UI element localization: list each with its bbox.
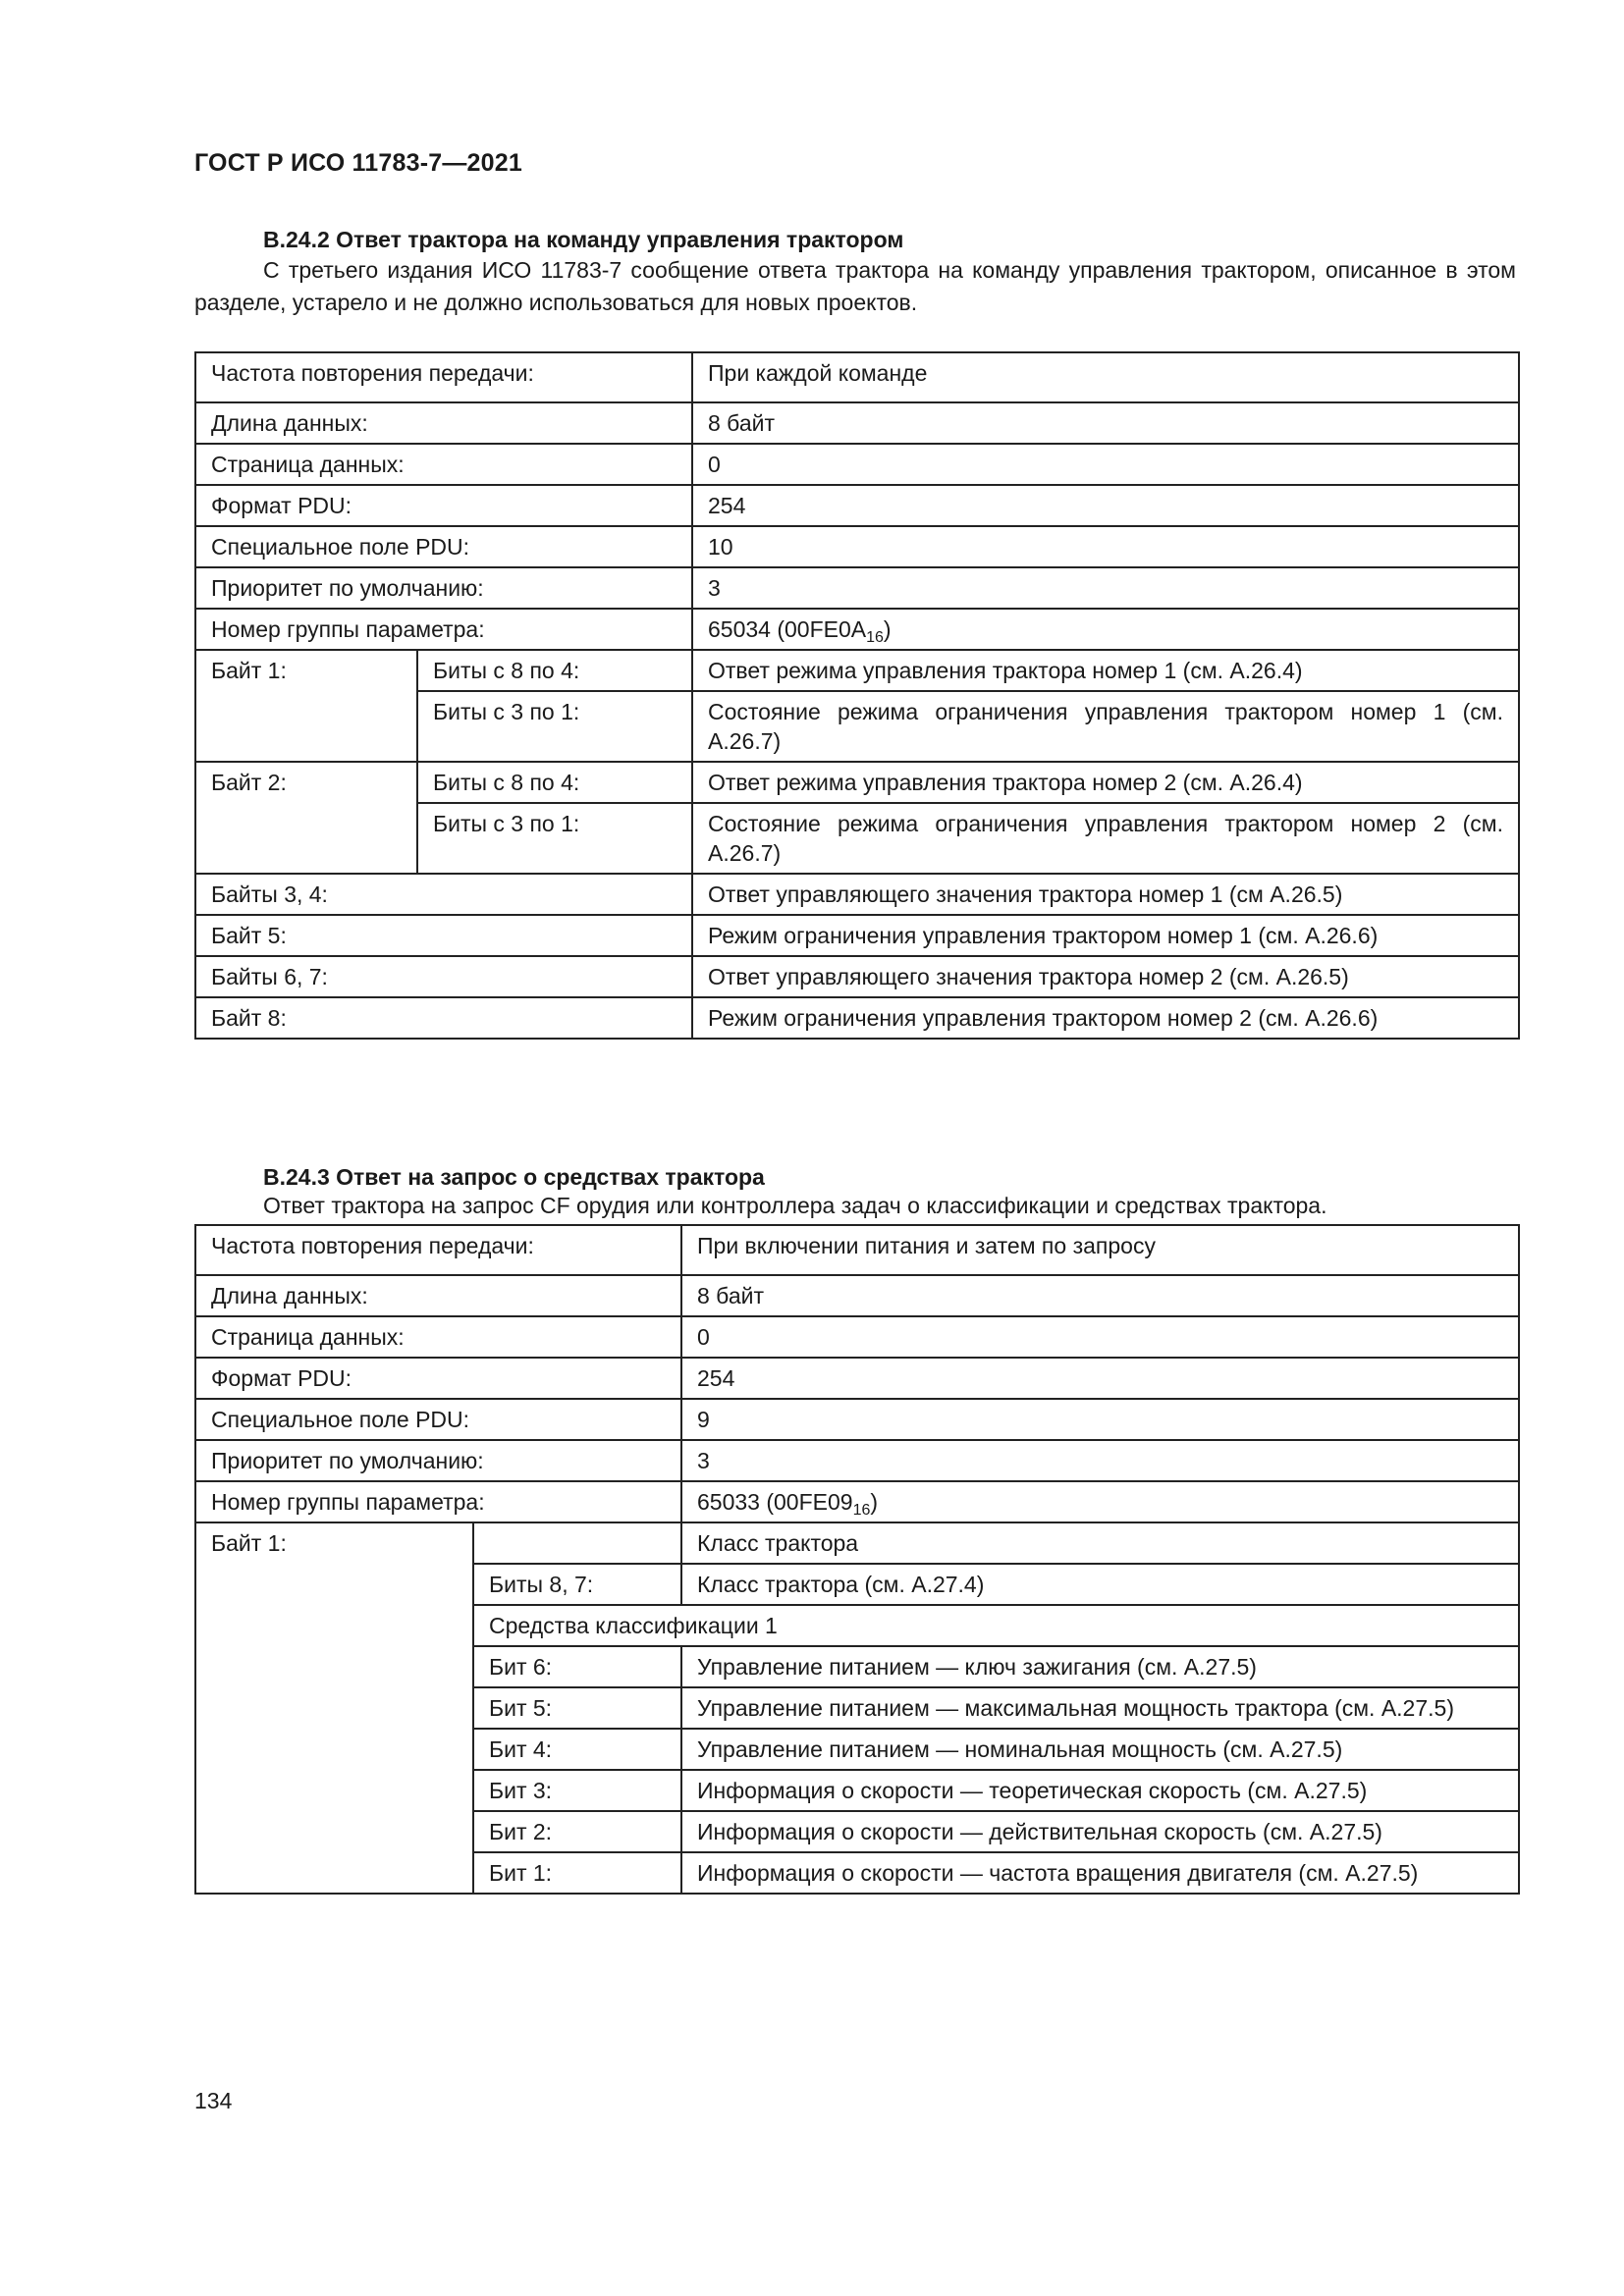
bit-label: Бит 5: <box>473 1687 681 1729</box>
table-row <box>195 1316 1519 1358</box>
empty-bits-cell <box>473 1522 681 1564</box>
row-value: При каждой команде <box>692 352 1519 402</box>
tractor-facilities-response-table <box>194 1224 1520 1895</box>
table-row <box>195 1399 1519 1440</box>
row-label: Специальное поле PDU: <box>195 1399 681 1440</box>
table-row <box>195 956 1519 997</box>
bit-label: Бит 6: <box>473 1646 681 1687</box>
table-row <box>195 762 1519 803</box>
bits-label: Биты с 3 по 1: <box>417 803 692 874</box>
row-label: Формат PDU: <box>195 485 692 526</box>
pgn-value <box>692 609 1519 650</box>
section-b-24-2-paragraph <box>194 254 1516 319</box>
table-row <box>195 874 1519 915</box>
table-row <box>195 1522 1519 1564</box>
table-row <box>195 526 1519 567</box>
row-label: Страница данных: <box>195 1316 681 1358</box>
byte-label: Байт 1: <box>195 1522 473 1894</box>
row-label: Формат PDU: <box>195 1358 681 1399</box>
table-row <box>195 444 1519 485</box>
row-label: Байты 3, 4: <box>195 874 692 915</box>
pgn-number: 65034 (00FE0A <box>708 616 867 642</box>
tractor-command-response-table <box>194 351 1520 1040</box>
row-label: Приоритет по умолчанию: <box>195 567 692 609</box>
bits-description: Состояние режима ограничения управления трактором номер 1 (см. A.26.7) <box>692 691 1519 762</box>
bits-description: Ответ режима управления трактора номер 2 (см. A.26.4) <box>692 762 1519 803</box>
bits-description: Ответ режима управления трактора номер 1 (см. A.26.4) <box>692 650 1519 691</box>
table-row <box>195 997 1519 1039</box>
bit-description: Информация о скорости — частота вращения двигателя (см. A.27.5) <box>681 1852 1519 1894</box>
bit-description: Управление питанием — максимальная мощность трактора (см. A.27.5) <box>681 1687 1519 1729</box>
bit-label: Бит 1: <box>473 1852 681 1894</box>
row-label: Байт 8: <box>195 997 692 1039</box>
bit-description: Управление питанием — ключ зажигания (см. A.27.5) <box>681 1646 1519 1687</box>
row-label: Длина данных: <box>195 1275 681 1316</box>
class-header: Класс трактора <box>681 1522 1519 1564</box>
bits-label: Биты 8, 7: <box>473 1564 681 1605</box>
row-label: Приоритет по умолчанию: <box>195 1440 681 1481</box>
bit-label: Бит 3: <box>473 1770 681 1811</box>
bit-description: Информация о скорости — действительная скорость (см. A.27.5) <box>681 1811 1519 1852</box>
table-row <box>195 1275 1519 1316</box>
row-value: Ответ управляющего значения трактора номер 1 (см A.26.5) <box>692 874 1519 915</box>
row-value: 3 <box>681 1440 1519 1481</box>
table-row <box>195 1358 1519 1399</box>
section-b-24-3-paragraph: Ответ трактора на запрос CF орудия или контроллера задач о классификации и средствах трактора. <box>263 1193 1327 1218</box>
bits-label: Биты с 8 по 4: <box>417 762 692 803</box>
row-value: 9 <box>681 1399 1519 1440</box>
pgn-close-paren: ) <box>883 616 892 642</box>
page-number: 134 <box>194 2088 233 2113</box>
bit-description: Управление питанием — номинальная мощность (см. A.27.5) <box>681 1729 1519 1770</box>
row-label: Страница данных: <box>195 444 692 485</box>
pgn-base-subscript: 16 <box>852 1502 871 1519</box>
row-value: 0 <box>681 1316 1519 1358</box>
row-value: 8 байт <box>681 1275 1519 1316</box>
row-label: Частота повторения передачи: <box>195 1225 681 1275</box>
table-row <box>195 485 1519 526</box>
byte-label: Байт 1: <box>195 650 417 762</box>
row-label: Частота повторения передачи: <box>195 352 692 402</box>
bits-description: Состояние режима ограничения управления трактором номер 2 (см. A.26.7) <box>692 803 1519 874</box>
row-label: Номер группы параметра: <box>195 609 692 650</box>
row-value: Режим ограничения управления трактором номер 1 (см. A.26.6) <box>692 915 1519 956</box>
section-b-24-2-title: B.24.2 Ответ трактора на команду управления трактором <box>263 227 904 252</box>
row-value: 254 <box>692 485 1519 526</box>
table-row <box>195 609 1519 650</box>
row-label: Байт 5: <box>195 915 692 956</box>
row-label: Специальное поле PDU: <box>195 526 692 567</box>
table-row <box>195 650 1519 691</box>
pgn-close-paren: ) <box>870 1489 879 1515</box>
bits-label: Биты с 3 по 1: <box>417 691 692 762</box>
table-row <box>195 1225 1519 1275</box>
table-row <box>195 402 1519 444</box>
table-row <box>195 567 1519 609</box>
row-value: 3 <box>692 567 1519 609</box>
table-row <box>195 915 1519 956</box>
row-label: Длина данных: <box>195 402 692 444</box>
pgn-number: 65033 (00FE09 <box>697 1489 853 1515</box>
row-value: 8 байт <box>692 402 1519 444</box>
bits-label: Биты с 8 по 4: <box>417 650 692 691</box>
facilities-header: Средства классификации 1 <box>473 1605 1519 1646</box>
row-label: Номер группы параметра: <box>195 1481 681 1522</box>
row-value: 10 <box>692 526 1519 567</box>
section-b-24-2-paragraph-text: С третьего издания ИСО 11783-7 сообщение ответа трактора на команду управления трактором, описанное в этом разделе, устарело и не должно использоваться для новых проектов. <box>194 257 1516 315</box>
bits-description: Класс трактора (см. A.27.4) <box>681 1564 1519 1605</box>
row-label: Байты 6, 7: <box>195 956 692 997</box>
pgn-base-subscript: 16 <box>866 629 884 646</box>
row-value: Режим ограничения управления трактором номер 2 (см. A.26.6) <box>692 997 1519 1039</box>
table-row <box>195 352 1519 402</box>
row-value: 0 <box>692 444 1519 485</box>
section-b-24-3-title: B.24.3 Ответ на запрос о средствах трактора <box>263 1164 765 1190</box>
byte-label: Байт 2: <box>195 762 417 874</box>
document-code-header: ГОСТ Р ИСО 11783-7—2021 <box>194 149 522 177</box>
row-value: 254 <box>681 1358 1519 1399</box>
row-value: Ответ управляющего значения трактора номер 2 (см. A.26.5) <box>692 956 1519 997</box>
bit-description: Информация о скорости — теоретическая скорость (см. A.27.5) <box>681 1770 1519 1811</box>
row-value: При включении питания и затем по запросу <box>681 1225 1519 1275</box>
pgn-value <box>681 1481 1519 1522</box>
table-row <box>195 1481 1519 1522</box>
bit-label: Бит 2: <box>473 1811 681 1852</box>
table-row <box>195 1440 1519 1481</box>
bit-label: Бит 4: <box>473 1729 681 1770</box>
